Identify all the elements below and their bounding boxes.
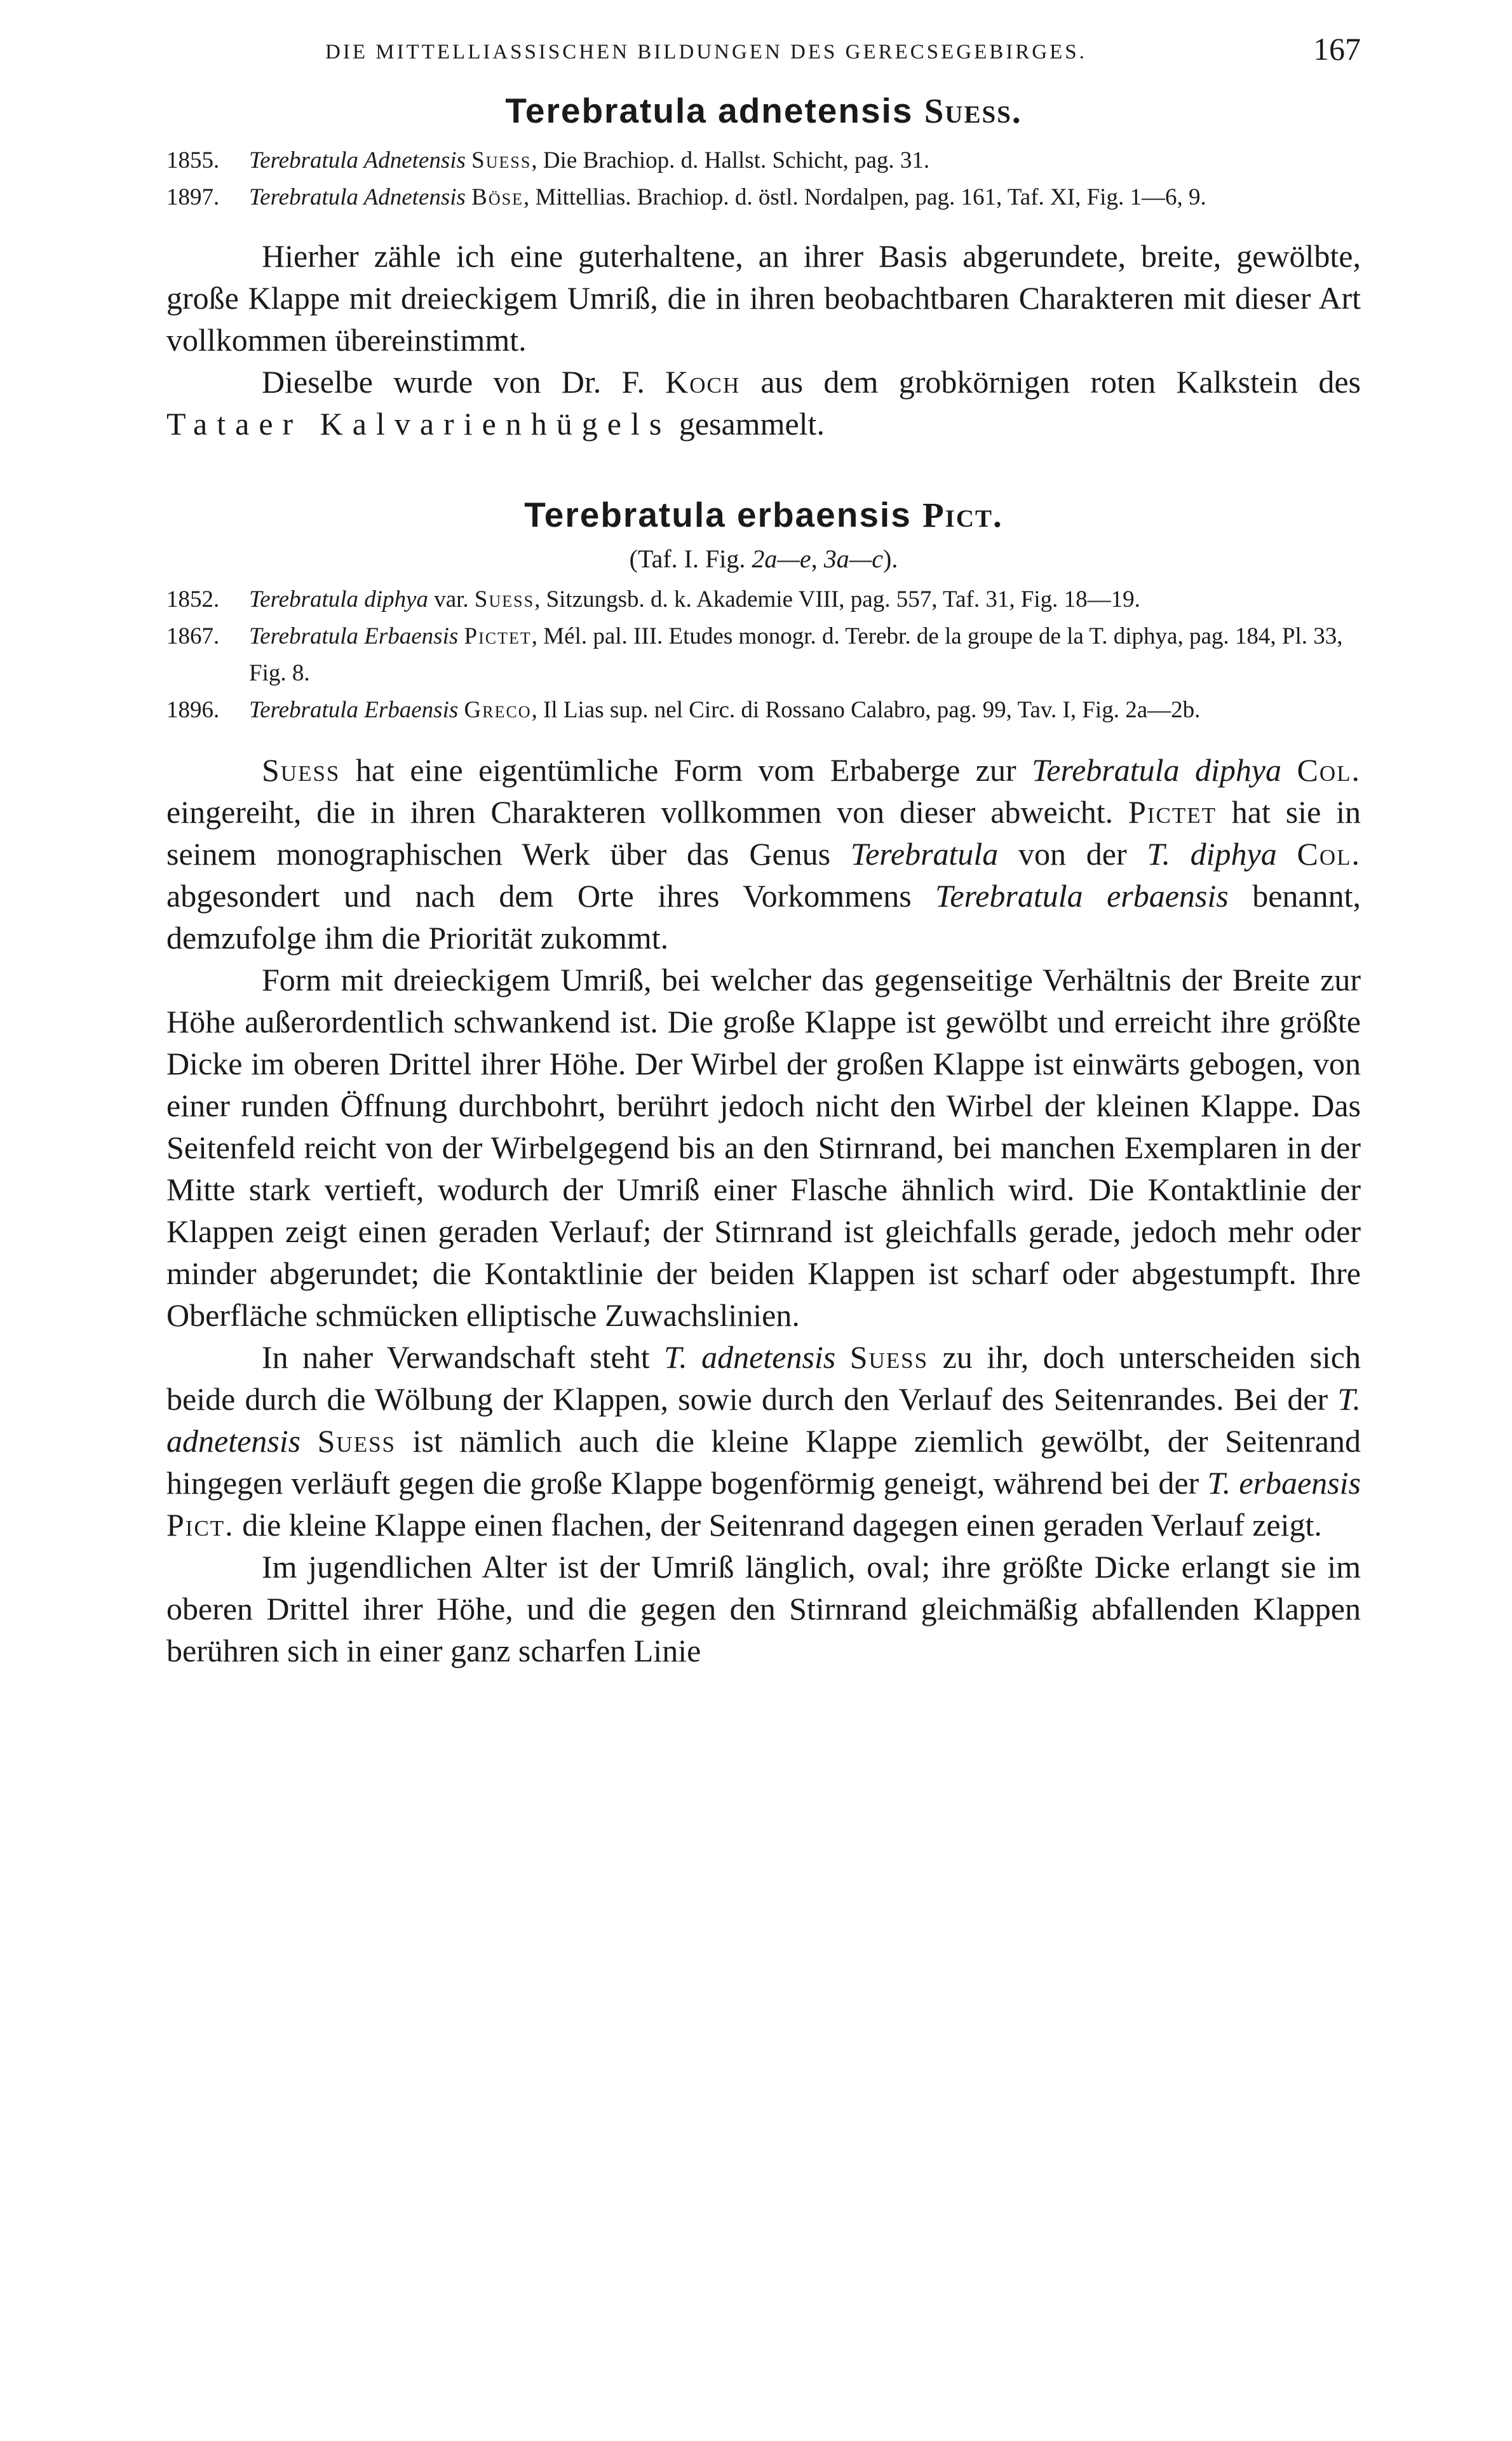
synonymy-entry: 1896. Terebratula Erbaensis Greco, Il Lias sup. nel Circ. di Rossano Calabro, pag. 99, Tav. I, Fig. 2a—2b. bbox=[166, 697, 1201, 723]
plate-reference: (Taf. I. Fig. 2a—e, 3a—c). bbox=[629, 544, 898, 573]
synonymy-entry: 1855. Terebratula Adnetensis Suess, Die Brachiop. d. Hallst. Schicht, pag. 31. bbox=[166, 147, 930, 173]
paragraph: In naher Verwandschaft steht T. adnetensis Suess zu ihr, doch unterscheiden sich beide durch die Wölbung der Klappen, sowie durch den Verlauf des Seitenrandes. Bei der T. adnetensis Suess ist nämlich auch die kleine Klappe ziemlich gewölbt, der Seitenrand hingegen verläuft gegen die große Klappe bogenförmig geneigt, während bei der T. erbaensis Pict. die kleine Klappe einen flachen, der Seitenrand dagegen einen geraden Verlauf zeigt. bbox=[166, 1339, 1361, 1543]
synonymy-entry: 1852. Terebratula diphya var. Suess, Sitzungsb. d. k. Akademie VIII, pag. 557, Taf. 31, Fig. 18—19. bbox=[166, 586, 1140, 612]
page-number: 167 bbox=[1313, 31, 1361, 67]
species-heading-erbaensis: Terebratula erbaensis Pict. bbox=[524, 495, 1003, 534]
paragraph: Hierher zähle ich eine guterhaltene, an ihrer Basis abgerundete, breite, gewölbte, große Klappe mit dreieckigem Umriß, die in ihren beobachtbaren Charakteren mit dieser Art vollkommen übereinstimmt. bbox=[166, 238, 1361, 358]
running-title: DIE MITTELLIASSISCHEN BILDUNGEN DES GERECSEGEBIRGES. bbox=[325, 41, 1087, 64]
synonymy-entry: 1867. Terebratula Erbaensis Pictet, Mél. pal. III. Etudes monogr. d. Terebr. de la groupe de la T. diphya, pag. 184, Pl. 33, Fig. 8. bbox=[166, 623, 1343, 686]
species-heading-adnetensis: Terebratula adnetensis Suess. bbox=[505, 91, 1022, 130]
synonymy-entry: 1897. Terebratula Adnetensis Böse, Mittellias. Brachiop. d. östl. Nordalpen, pag. 161, Taf. XI, Fig. 1—6, 9. bbox=[166, 184, 1206, 210]
erbaensis-description bbox=[166, 749, 1361, 1672]
journal-page bbox=[166, 30, 1361, 1672]
synonymy-list-adnetensis bbox=[166, 142, 1361, 216]
paragraph: Suess hat eine eigentümliche Form vom Erbaberge zur Terebratula diphya Col. eingereiht, die in ihren Charakteren vollkommen von dieser abweicht. Pictet hat sie in seinem monographischen Werk über das Genus Terebratula von der T. diphya Col. abgesondert und nach dem Orte ihres Vorkommens Terebratula erbaensis benannt, demzufolge ihm die Priorität zukommt. bbox=[166, 752, 1361, 956]
adnetensis-description bbox=[166, 235, 1361, 445]
synonymy-list-erbaensis bbox=[166, 581, 1361, 729]
paragraph: Form mit dreieckigem Umriß, bei welcher das gegenseitige Verhältnis der Breite zur Höhe außerordentlich schwankend ist. Die große Klappe ist gewölbt und erreicht ihre größte Dicke im oberen Drittel ihrer Höhe. Der Wirbel der großen Klappe ist einwärts gebogen, von einer runden Öffnung durchbohrt, berührt jedoch nicht den Wirbel der kleinen Klappe. Das Seitenfeld reicht von der Wirbelgegend bis an den Stirnrand, bei manchen Exemplaren in der Mitte stark vertieft, wodurch der Umriß einer Flasche ähnlich wird. Die Kontaktlinie der Klappen zeigt einen geraden Verlauf; der Stirnrand ist gleichfalls gerade, jedoch mehr oder minder abgerundet; die Kontaktlinie der beiden Klappen ist scharf oder abgestumpft. Ihre Oberfläche schmücken elliptische Zuwachslinien. bbox=[166, 962, 1361, 1333]
page-header bbox=[166, 30, 1361, 89]
paragraph: Im jugendlichen Alter ist der Umriß länglich, oval; ihre größte Dicke erlangt sie im oberen Drittel ihrer Höhe, und die gegen den Stirnrand gleichmäßig abfallenden Klappen berühren sich in einer ganz scharfen Linie bbox=[166, 1549, 1361, 1668]
paragraph: Dieselbe wurde von Dr. F. Koch aus dem grobkörnigen roten Kalkstein des Tataer Kalvarienhügels gesammelt. bbox=[166, 364, 1361, 442]
